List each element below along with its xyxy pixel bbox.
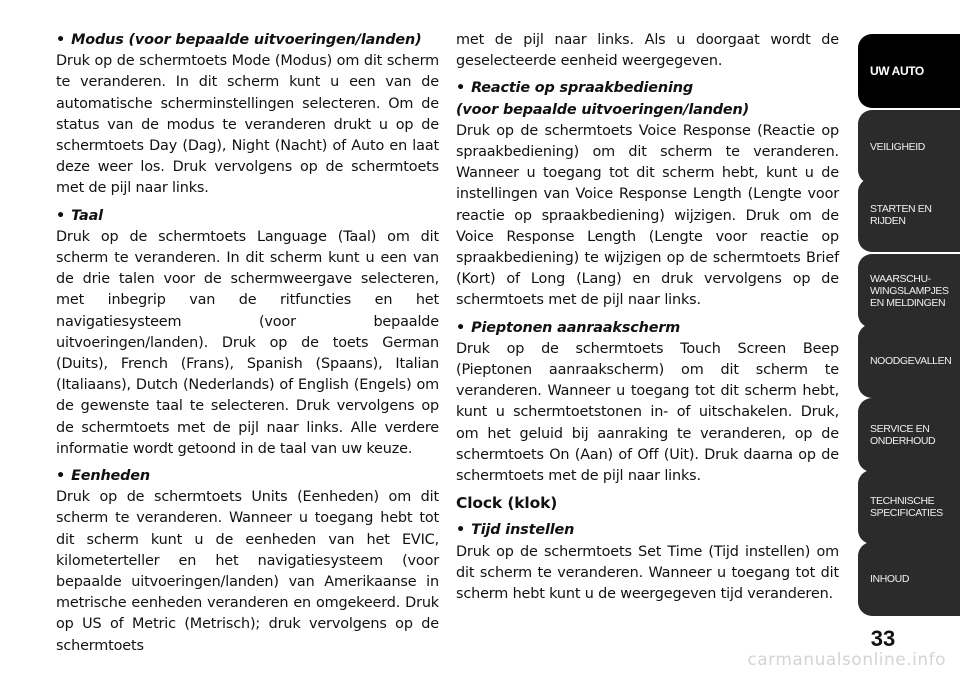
left-column — [56, 30, 439, 663]
section-heading-clock: Clock (klok) — [456, 494, 558, 513]
paragraph-continuation: met de pijl naar links. Als u doorgaat wordt de geselecteerde eenheid weergegeven. — [456, 32, 839, 70]
paragraph-modus: Druk op de schermtoets Mode (Modus) om dit scherm te veranderen. In dit scherm kunt u een van de automatische scherminstellingen selecteren. Om de status van de modus te veranderen drukt u op de schermtoets Day (Dag), Night (Nacht) of Auto en laat deze weer los. Druk vervolgens op de schermtoets met de pijl naar links. — [56, 53, 439, 197]
tab-uw-auto[interactable]: UW AUTO — [858, 34, 960, 108]
tab-inhoud[interactable]: INHOUD — [858, 542, 960, 616]
watermark-text: carmanualsonline.info — [747, 650, 946, 670]
right-column — [456, 30, 839, 611]
bullet: • — [456, 319, 466, 336]
bullet: • — [56, 32, 66, 48]
bullet: • — [456, 522, 466, 539]
subheading-modus: • Modus (voor bepaalde uitvoeringen/landen) — [56, 32, 422, 48]
tab-veiligheid[interactable]: VEILIGHEID — [858, 110, 960, 184]
paragraph-pieptonen: Druk op de schermtoets Touch Screen Beep (Pieptonen aanraakscherm) om dit scherm te veranderen. Wanneer u toegang tot dit scherm hebt, kunt u schermtoetstonen in- of uitschakelen. Druk, om het geluid bij aanraking te veranderen, op de schermtoets On (Aan) of Off (Uit). Druk daarna op de schermtoets met de pijl naar links. — [456, 340, 839, 485]
bullet: • — [456, 80, 466, 97]
chapter-sidebar — [858, 0, 960, 678]
tab-waarschuwingslampjes[interactable]: WAARSCHU- WINGSLAMPJES EN MELDINGEN — [858, 254, 960, 328]
subheading-pieptonen: • Pieptonen aanraakscherm — [456, 319, 681, 336]
paragraph-reactie: Druk op de schermtoets Voice Response (Reactie op spraakbediening) om dit scherm te veranderen. Wanneer u toegang tot dit scherm hebt, kunt u de instellingen van Voice Response Length (Lengte voor reactie op spraakbediening) wijzigen. Druk om de Voice Response Length (Lengte voor reactie op spraakbediening) te wijzigen op de schermtoets Brief (Kort) of Long (Lang) en druk vervolgens op de schermtoets met de pijl naar links. — [456, 122, 839, 309]
tab-noodgevallen[interactable]: NOODGEVALLEN — [858, 324, 960, 398]
tab-starten-en-rijden[interactable]: STARTEN EN RIJDEN — [858, 178, 960, 252]
subheading-taal: • Taal — [56, 207, 103, 224]
subheading-reactie-qualifier: (voor bepaalde uitvoeringen/landen) — [456, 101, 750, 118]
subheading-tijd: • Tijd instellen — [456, 522, 575, 539]
tab-technische-specificaties[interactable]: TECHNISCHE SPECIFICATIES — [858, 470, 960, 544]
bullet: • — [56, 207, 66, 224]
subheading-reactie: • Reactie op spraakbediening — [456, 80, 694, 97]
tab-service-en-onderhoud[interactable]: SERVICE EN ONDERHOUD — [858, 398, 960, 472]
bullet: • — [56, 468, 66, 485]
paragraph-taal: Druk op de schermtoets Language (Taal) om dit scherm te veranderen. In dit scherm kunt u een van de drie talen voor de schermweergave selecteren, met inbegrip van de ritfuncties en het navigatiesysteem (voor bepaalde uitvoeringen/landen). Druk op de toets German (Duits), French (Frans), Spanish (Spaans), Italian (Italiaans), Dutch (Nederlands) of English (Engels) om de gewenste taal te selecteren. Druk vervolgens op de schermtoets met de pijl naar links. Alle verdere informatie wordt getoond in de taal van uw keuze. — [56, 228, 439, 457]
subheading-eenheden: • Eenheden — [56, 468, 151, 485]
paragraph-eenheden: Druk op de schermtoets Units (Eenheden) om dit scherm te veranderen. Wanneer u toegang hebt tot dit scherm kunt u de eenheden van het EVIC, kilometerteller en het navigatiesysteem (voor bepaalde uitvoeringen/landen) van Amerikaanse in metrische eenheden veranderen en omgekeerd. Druk op US of Metric (Metrisch); druk vervolgens op de schermtoets — [56, 489, 439, 654]
page-number: 33 — [870, 626, 896, 651]
paragraph-tijd: Druk op de schermtoets Set Time (Tijd instellen) om dit scherm te veranderen. Wanneer u toegang tot dit scherm hebt kunt u de weergegeven tijd veranderen. — [456, 543, 839, 603]
